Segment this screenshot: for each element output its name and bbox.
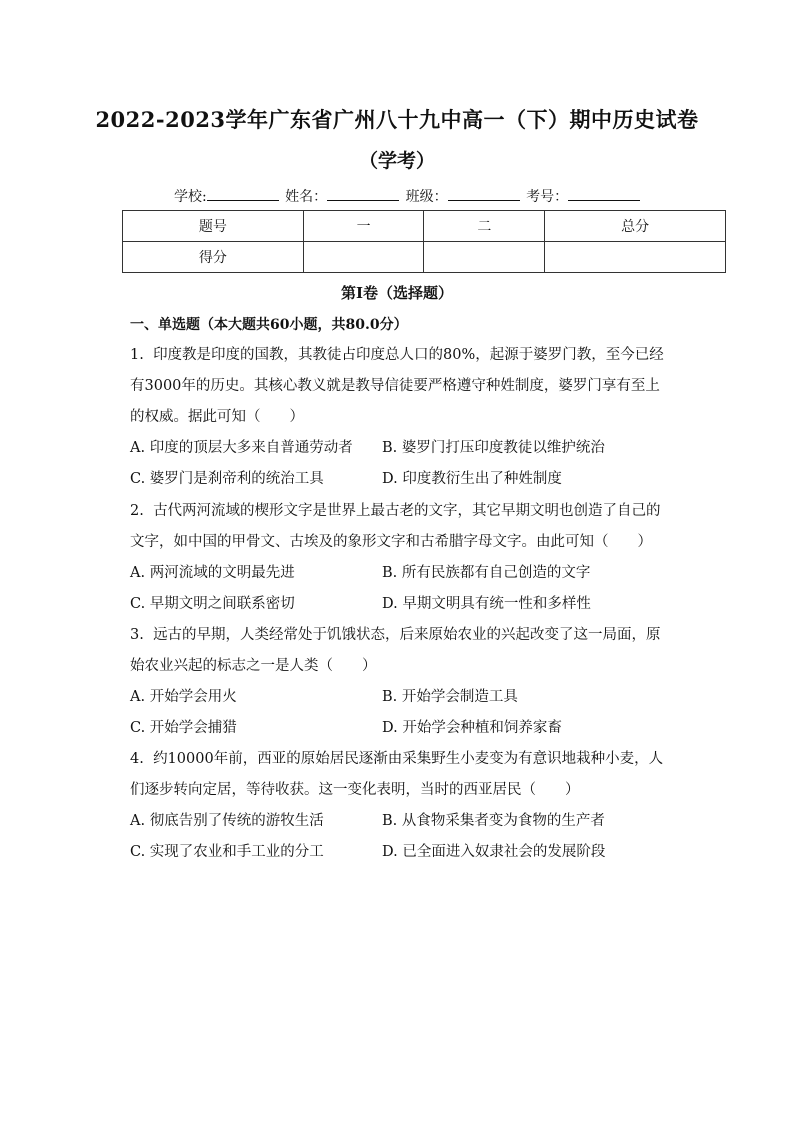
question-number: 3. <box>130 627 144 643</box>
option-b: B. 从食物采集者变为食物的生产者 <box>382 813 605 829</box>
question-4 <box>130 744 670 868</box>
score-table-header-cell: 总分 <box>545 211 726 242</box>
option-c: C. 早期文明之间联系密切 <box>130 596 295 612</box>
option-b: B. 所有民族都有自己创造的文字 <box>382 565 591 581</box>
class-blank <box>448 187 520 201</box>
exam-number-label: 考号： <box>526 189 569 205</box>
school-blank <box>207 187 279 201</box>
question-1 <box>130 340 670 495</box>
score-blank-cell <box>545 242 726 273</box>
question-options <box>130 806 670 868</box>
question-2 <box>130 496 670 620</box>
exam-number-blank <box>568 187 640 201</box>
question-stem: 古代两河流域的楔形文字是世界上最古老的文字，其它早期文明也创造了自己的文字，如中国的甲骨文、古埃及的象形文字和古希腊字母文字。由此可知（ ） <box>130 503 661 550</box>
option-d: D. 已全面进入奴隶社会的发展阶段 <box>382 844 606 860</box>
option-c: C. 开始学会捕猎 <box>130 720 237 736</box>
option-d: D. 印度教衍生出了种姓制度 <box>382 471 562 487</box>
score-table-header-row <box>123 211 726 242</box>
question-number: 1. <box>130 347 144 363</box>
score-table-score-row <box>123 242 726 273</box>
name-blank <box>327 187 399 201</box>
question-3 <box>130 620 670 744</box>
option-d: D. 开始学会种植和饲养家畜 <box>382 720 562 736</box>
option-b: B. 婆罗门打压印度教徒以维护统治 <box>382 440 605 456</box>
option-b: B. 开始学会制造工具 <box>382 689 518 705</box>
question-number: 4. <box>130 751 144 767</box>
question-options <box>130 433 670 495</box>
option-a: A. 两河流域的文明最先进 <box>130 565 295 581</box>
question-options <box>130 682 670 744</box>
score-table-header-cell: 题号 <box>123 211 304 242</box>
part-title: 第Ⅰ卷（选择题） <box>340 284 454 302</box>
school-label: 学校: <box>174 189 207 205</box>
score-blank-cell <box>303 242 424 273</box>
question-number: 2. <box>130 503 144 519</box>
page-title: 2022-2023学年广东省广州八十九中高一（下）期中历史试卷 <box>95 107 699 132</box>
section-title: 一、单选题（本大题共60小题，共80.0分） <box>130 317 408 333</box>
question-options <box>130 558 670 620</box>
student-info-line <box>174 186 642 206</box>
option-a: A. 彻底告别了传统的游牧生活 <box>130 813 324 829</box>
score-table-header-cell: 一 <box>303 211 424 242</box>
option-c: C. 实现了农业和手工业的分工 <box>130 844 324 860</box>
question-stem: 印度教是印度的国教，其教徒占印度总人口的80%，起源于婆罗门教，至今已经有3000年的历史。其核心教义就是教导信徒要严格遵守种姓制度，婆罗门享有至上的权威。据此可知（ ） <box>130 347 664 425</box>
question-stem: 远古的早期，人类经常处于饥饿状态，后来原始农业的兴起改变了这一局面，原始农业兴起的标志之一是人类（ ） <box>130 627 661 674</box>
score-blank-cell <box>424 242 545 273</box>
page-subtitle: （学考） <box>358 150 435 172</box>
option-a: A. 开始学会用火 <box>130 689 237 705</box>
option-c: C. 婆罗门是刹帝利的统治工具 <box>130 471 324 487</box>
name-label: 姓名： <box>285 189 328 205</box>
score-table-header-cell: 二 <box>424 211 545 242</box>
option-a: A. 印度的顶层大多来自普通劳动者 <box>130 440 353 456</box>
score-table <box>122 210 726 273</box>
score-label-cell: 得分 <box>123 242 304 273</box>
question-stem: 约10000年前，西亚的原始居民逐渐由采集野生小麦变为有意识地栽种小麦，人们逐步转向定居，等待收获。这一变化表明，当时的西亚居民（ ） <box>130 751 664 798</box>
class-label: 班级： <box>405 189 448 205</box>
option-d: D. 早期文明具有统一性和多样性 <box>382 596 591 612</box>
